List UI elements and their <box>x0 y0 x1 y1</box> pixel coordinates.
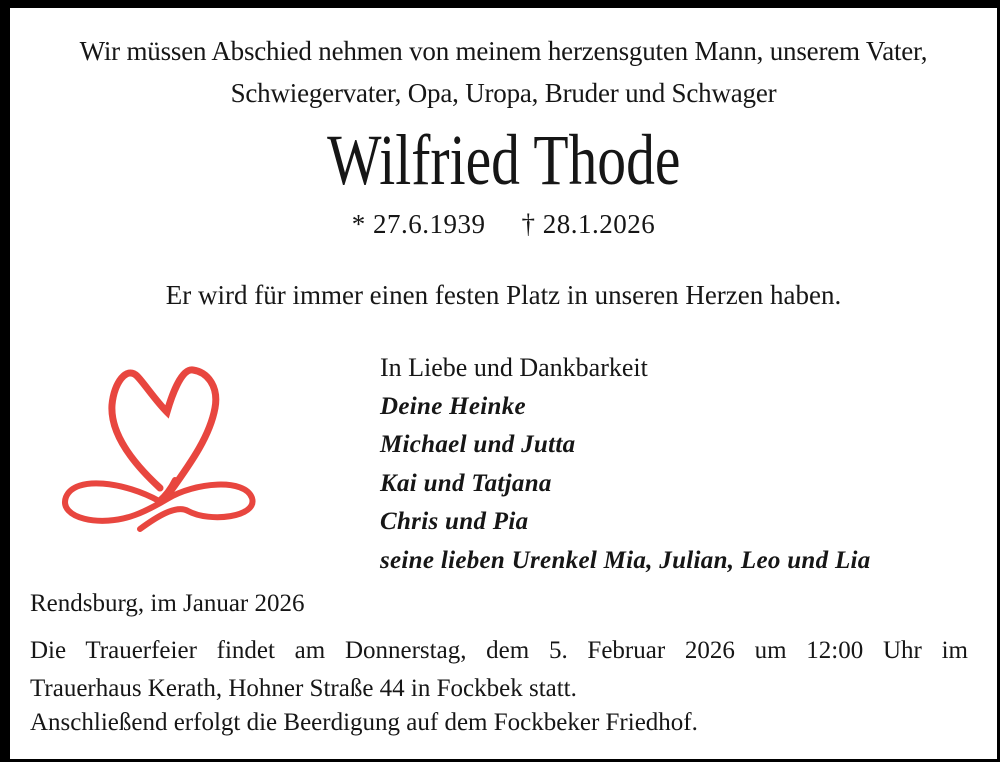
heart-flourish-icon <box>55 360 265 545</box>
deceased-name: Wilfried Thode <box>326 120 681 200</box>
place-date-line: Rendsburg, im Januar 2026 <box>30 590 305 617</box>
funeral-info <box>30 632 968 708</box>
funeral-line-1: Die Trauerfeier findet am Donnerstag, dem 5. Februar 2026 um 12:00 Uhr im <box>30 637 968 664</box>
birth-date: * 27.6.1939 <box>351 209 486 239</box>
tribute-heading: In Liebe und Dankbarkeit <box>380 353 648 382</box>
memorial-line: Er wird für immer einen festen Platz in unseren Herzen haben. <box>165 280 842 310</box>
intro-line-1: Wir müssen Abschied nehmen von meinem herzensguten Mann, unserem Vater, <box>79 36 928 66</box>
intro-line-2: Schwiegervater, Opa, Uropa, Bruder und Schwager <box>230 78 777 108</box>
mourner-line: Michael und Jutta <box>380 431 576 458</box>
obituary-page <box>10 8 997 759</box>
intro-text <box>10 30 997 114</box>
tribute-block <box>380 349 871 580</box>
burial-info: Anschließend erfolgt die Beerdigung auf dem Fockbeker Friedhof. <box>30 709 698 736</box>
funeral-line-2: Trauerhaus Kerath, Hohner Straße 44 in Fockbek statt. <box>30 675 577 702</box>
mourner-line: Chris und Pia <box>380 508 529 535</box>
mourner-line: Deine Heinke <box>380 392 526 420</box>
life-dates <box>10 208 997 240</box>
mourner-line: Kai und Tatjana <box>380 469 552 497</box>
mourner-line: seine lieben Urenkel Mia, Julian, Leo und Lia <box>380 546 871 574</box>
death-date: † 28.1.2026 <box>521 209 656 239</box>
